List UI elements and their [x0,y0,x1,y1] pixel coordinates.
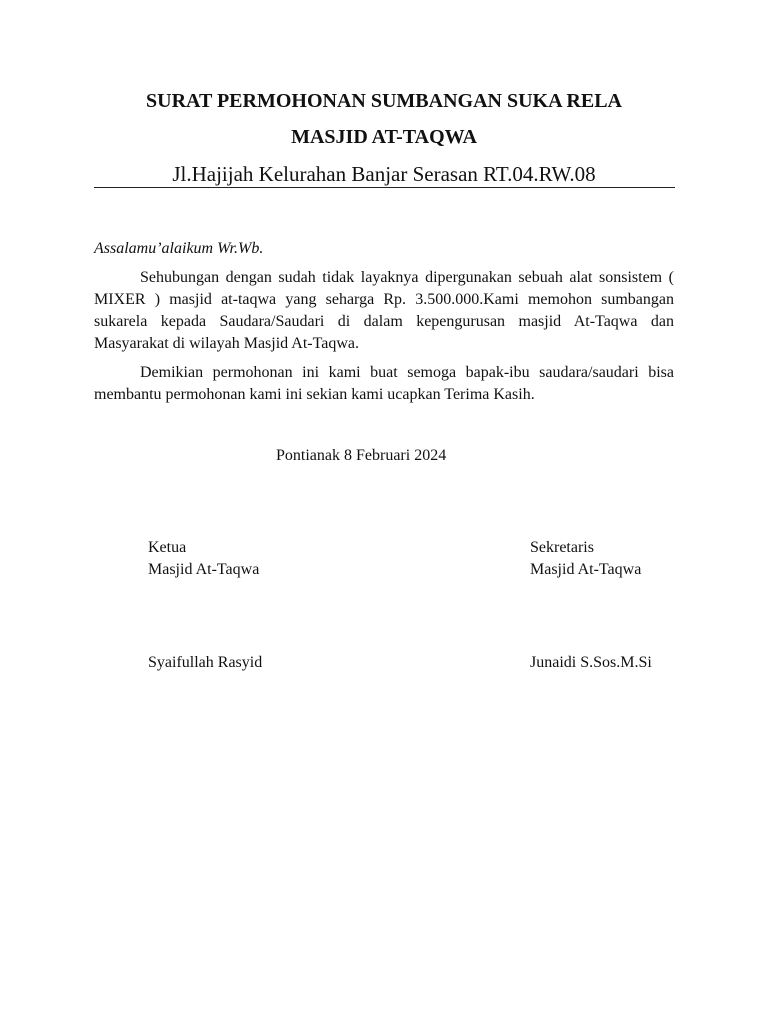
signatory-right-organization: Masjid At-Taqwa [530,561,642,578]
greeting: Assalamu’alaikum Wr.Wb. [94,240,264,257]
signatory-right-name: Junaidi S.Sos.M.Si [530,654,652,671]
organization-name: MASJID AT-TAQWA [291,126,477,148]
place-and-date: Pontianak 8 Februari 2024 [276,447,447,464]
body-paragraph-2: Demikian permohonan ini kami buat semoga bapak-ibu saudara/saudari bisa membantu permohonan kami ini sekian kami ucapkan Terima Kasih. [94,364,674,403]
organization-address: Jl.Hajijah Kelurahan Banjar Serasan RT.04.RW.08 [172,162,596,186]
header-divider [94,187,675,188]
signatory-left-organization: Masjid At-Taqwa [148,561,260,578]
letter-title: SURAT PERMOHONAN SUMBANGAN SUKA RELA [146,90,622,112]
signatory-left-name: Syaifullah Rasyid [148,654,263,671]
body-paragraph-1: Sehubungan dengan sudah tidak layaknya dipergunakan sebuah alat sonsistem ( MIXER ) masjid at-taqwa yang seharga Rp. 3.500.000.Kami memohon sumbangan sukarela kepada Saudara/Saudari di dalam kepengurusan masjid At-Taqwa dan Masyarakat di wilayah Masjid At-Taqwa. [94,269,674,352]
signatory-right-role: Sekretaris [530,539,594,556]
signatory-left-role: Ketua [148,539,187,556]
